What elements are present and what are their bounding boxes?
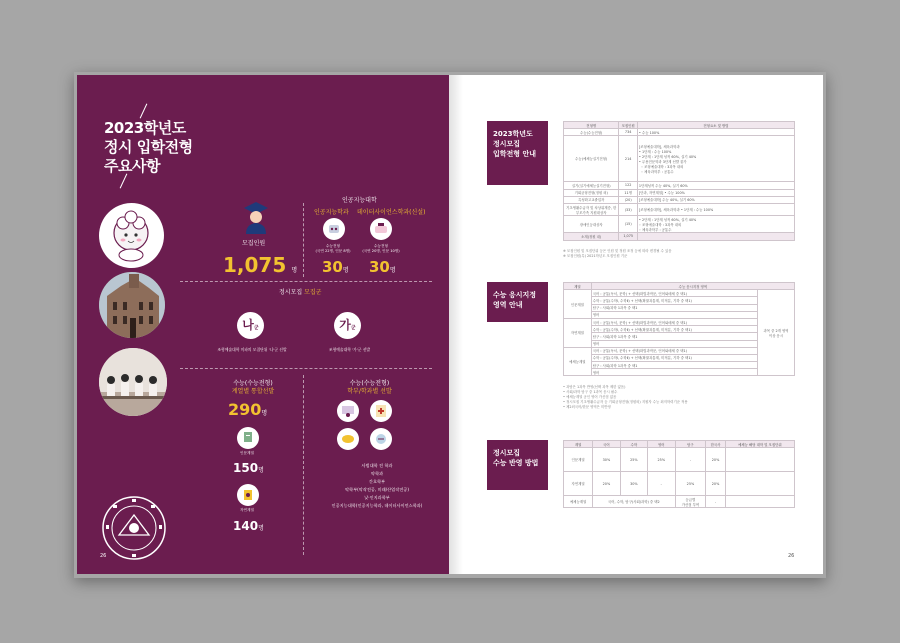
table-row: 특성화고교졸업자 (20) [조형예술대학] 수능 40%, 실기 60% <box>564 196 795 203</box>
table-row: 인문계열 국어 : 공통(독서, 문학) + 선택(화법과작문, 언어와매체 중 택1) 과목 중 2개 영역 이상 응시 <box>564 290 795 297</box>
table-row: 수학 : 공통(수학Ⅰ, 수학Ⅱ) + 선택(확률과통계, 미적분, 기하 중 택1) <box>564 326 795 333</box>
table-row: 탐구 : 사회/과학 1과목 중 택1 <box>564 362 795 369</box>
recruit-unit: 명 <box>291 267 298 274</box>
nursing-icon <box>337 428 359 450</box>
science-icon <box>237 484 259 506</box>
table-row: 영어 <box>564 369 795 376</box>
teacher-icon <box>337 400 359 422</box>
ai-dept-1-value: 30 <box>322 258 343 276</box>
page-number-right: 26 <box>788 553 795 559</box>
track2-label: 자연계열 <box>240 508 254 512</box>
students-image <box>99 348 167 416</box>
ai-dept-1-sub: 수능전형 (국연 22명, 인문 8명) <box>315 244 351 253</box>
group-na-badge: 나군 <box>237 312 264 339</box>
suneung1-value: 290 <box>228 400 262 419</box>
recruit-value: 1,075 <box>223 253 287 277</box>
divider <box>303 203 304 277</box>
page-title: 2023학년도 정시 입학전형 주요사항 <box>104 119 193 175</box>
left-page: 2023학년도 정시 입학전형 주요사항 26 인공지능대학 모집인원 1,075 명 인공지능학과 데이터사이언스학과(신설) 수능전형 (국연 22명, 인문 8명) 수능전형 (국연 20명, 인문 10명) 30명 30명 정시모집 모집군 나군 가군 조형예술대학 미파의 모집단위 '나'군 선발 조형예술대학 '가'군 선발 수능(수능전형) 계열별 통합선발 290명 인문계열 150명 자연계열 140명 수능(수능전형) 학부/학과별 선발 사범대학 전 학과 약학과 간호학부 악학부(악작전공, 미래/산업작전공) 낮·인지과학부 인공지능대학(인공지능학과, 데이터사이언스학과) <box>77 75 449 574</box>
table-row: 기초생활수급자 및 차상위계층, 한부모가족 지원대상자 (33) [조형예술대학], 체육과학과 • 1단계 : 수능 100% <box>564 203 795 215</box>
suneung1-title: 수능(수능전형) <box>233 380 273 387</box>
page-number-left: 26 <box>100 553 107 559</box>
suneung2-sub: 학부/학과별 선발 <box>347 388 392 395</box>
title-slash <box>140 104 148 119</box>
graduate-icon <box>242 200 270 234</box>
table-row: 예체능계열 국어 : 공통(독서, 문학) + 선택(화법과작문, 언어와매체 중 택1) <box>564 347 795 354</box>
ai-dept-2-value: 30 <box>369 258 390 276</box>
track1-value: 150 <box>233 461 259 475</box>
table-row: 소계(정원 내) 1,075 <box>564 233 795 240</box>
suneung-area-table: 계열 수능 응시지정 영역 인문계열 국어 : 공통(독서, 문학) + 선택(화법과작문, 언어와매체 중 택1) 과목 중 2개 영역 이상 응시 수학 : 공통(수학Ⅰ, 수학Ⅱ) + 선택(확률과통계, 미적분, 기하 중 택1) 탐구 : 사회/과학 1과목 중 택1 영어 자연계열 국어 : 공통(독서, 문학) + 선택(화법과작문, 언어와매체 중 택1) 수학 : 공통(수학Ⅰ, 수학Ⅱ) + 선택(확률과통계, 미적분, 기하 중 택1) 탐구 : 사회/과학 1과목 중 택1 영어 예체능계열 국어 : 공통(독서, 문학) + 선택(화법과작문, 언어와매체 중 택1) 수학 : 공통(수학Ⅰ, 수학Ⅱ) + 선택(확률과통계, 미적분, 기하 중 택1) 탐구 : 사회/과학 1과목 중 택1 영어 <box>563 282 795 376</box>
campus-building-image <box>99 272 165 338</box>
table-row: 자연계열 20% 30% - 25% 20% <box>564 472 795 496</box>
divider <box>180 368 432 369</box>
ai-dept-2-sub: 수능전형 (국연 20명, 인문 10명) <box>362 244 400 253</box>
pharmacy-icon <box>370 400 392 422</box>
table-row: 탐구 : 사회/과학 1과목 중 택1 <box>564 304 795 311</box>
university-seal <box>101 495 167 561</box>
table1-notes: ※ 모집인원 및 모집단위 등은 인원 및 정원 조정 등에 따라 변경될 수 있음 ※ 모집인원(특) 2021학년도 모집인원 기준 <box>563 249 672 258</box>
track1-label: 인문계열 <box>240 451 254 455</box>
admission-table: 전형명 모집인원 전형요소 및 방법 수능(수능전형) 734 • 수능 100% 수능(예체능실기전형) 214 [조형예술대학], 체육과학과 • 1단계 : 수능 100% • 2단계 : 1단계 성적 60%, 실기 40% • 무용전문학과 3단계 선발 불가 ◦ 조형예술대학 : 3과목 내외 ◦ 체육과학부 : 공통수 실기(실기예체능실기전형) 122 1단계성적 수능 40%, 실기 60% 기회균형전형(정원 외) 11명 [단과, 자연계열] • 수능 100% 특성화고교졸업자 (20) [조형예술대학] 수능 40%, 실기 60% 기초생활수급자 및 차상위계층, 한부모가족 지원대상자 (33) [조형예술대학], 체육과학과 • 1단계 : 수능 100% 장애인등대상자 (15) • 2단계 : 1단계 성적 60%, 실기 40% ◦ 조형예술대학 : 3과목 내외 ◦ 체육과학부 : 공통수 소계(정원 내) 1,075 <box>563 121 795 241</box>
table-row: 탐구 : 사회/과학 1과목 중 택1 <box>564 333 795 340</box>
section-suneung-method: 정시모집 수능 반영 방법 <box>487 440 548 490</box>
table-row: 예체능계열 국어, 수학, 탐구(사회/과학) 중 택2 등급별 가산점 부여 - <box>564 496 795 508</box>
dept-list: 사범대학 전 학과 약학과 간호학부 악학부(악작전공, 미래/산업작전공) 낮·인지과학부 인공지능대학(인공지능학과, 데이터사이언스학과) <box>331 463 423 508</box>
ai-college-header: 인공지능대학 <box>342 197 377 204</box>
section-admission-guide: 2023학년도 정시모집 입학전형 안내 <box>487 121 548 185</box>
table-row: 인문계열 30% 25% 25% - 20% <box>564 448 795 472</box>
table-row: 기회균형전형(정원 외) 11명 [단과, 자연계열] • 수능 100% <box>564 189 795 196</box>
suneung1-sub: 계열별 통합선발 <box>231 388 275 395</box>
group-ga-badge: 가군 <box>334 312 361 339</box>
mascot-image <box>99 203 164 268</box>
group-ga-desc: 조형예술대학 '가'군 선발 <box>328 347 371 352</box>
ai-dept-2-icon <box>370 218 392 240</box>
ai-dept-1-icon <box>323 218 345 240</box>
table-row: 수학 : 공통(수학Ⅰ, 수학Ⅱ) + 선택(확률과통계, 미적분, 기하 중 택1) <box>564 297 795 304</box>
table-row: 영어 <box>564 340 795 347</box>
gutter-shadow <box>449 75 463 574</box>
table-row: 실기(실기예체능실기전형) 122 1단계성적 수능 40%, 실기 60% <box>564 182 795 189</box>
cognitive-icon <box>370 428 392 450</box>
divider <box>180 281 432 282</box>
ai-dept-2-label: 데이터사이언스학과(신설) <box>357 209 426 216</box>
suneung2-title: 수능(수능전형) <box>349 380 390 387</box>
table-row: 수능(예체능실기전형) 214 [조형예술대학], 체육과학과 • 1단계 : 수능 100% • 2단계 : 1단계 성적 60%, 실기 40% • 무용전문학과 3단계 선발 불가 ◦ 조형예술대학 : 3과목 내외 ◦ 체육과학부 : 공통수 <box>564 136 795 182</box>
ai-dept-1-label: 인공지능학과 <box>314 209 349 216</box>
track2-value: 140 <box>233 519 259 533</box>
group-header: 정시모집 모집군 <box>279 289 322 296</box>
table-row: 수능(수능전형) 734 • 수능 100% <box>564 129 795 136</box>
suneung-method-table: 계열 국어 수학 영어 탐구 한국사 예체능 해당 대학 및 모집단위 인문계열 30% 25% 25% - 20% 자연계열 20% 30% - 25% 20% 예체능계열 국어, 수학, 탐구(사회/과학) 중 택2 등급별 가산점 부여 - <box>563 440 795 508</box>
divider <box>303 375 304 555</box>
table2-notes: • 과탐은 1과목 반영(선택 과목 제한 없음) • 사회/과학 탐구 중 1과목 응시 필수 • 예체능계열 공인 영어 가산점 없음 • 정시모집 기초생활수급자 등 기회균형전형(정원외) 지원자 수능 최저학력기준 적용 • 제2외국어/한문 영역은 미반영 <box>563 385 688 409</box>
table-row: 수학 : 공통(수학Ⅰ, 수학Ⅱ) + 선택(확률과통계, 미적분, 기하 중 택1) <box>564 354 795 361</box>
table-row: 영어 <box>564 311 795 318</box>
right-page <box>449 75 823 574</box>
group-na-desc: 조형예술대학 미파의 모집단위 '나'군 선발 <box>217 347 287 352</box>
table-row: 자연계열 국어 : 공통(독서, 문학) + 선택(화법과작문, 언어와매체 중 택1) <box>564 318 795 325</box>
section-suneung-areas: 수능 응시지정 영역 안내 <box>487 282 548 322</box>
humanities-icon <box>237 427 259 449</box>
recruit-label: 모집인원 <box>242 240 266 247</box>
table-row: 장애인등대상자 (15) • 2단계 : 1단계 성적 60%, 실기 40% ◦ 조형예술대학 : 3과목 내외 ◦ 체육과학부 : 공통수 <box>564 216 795 233</box>
